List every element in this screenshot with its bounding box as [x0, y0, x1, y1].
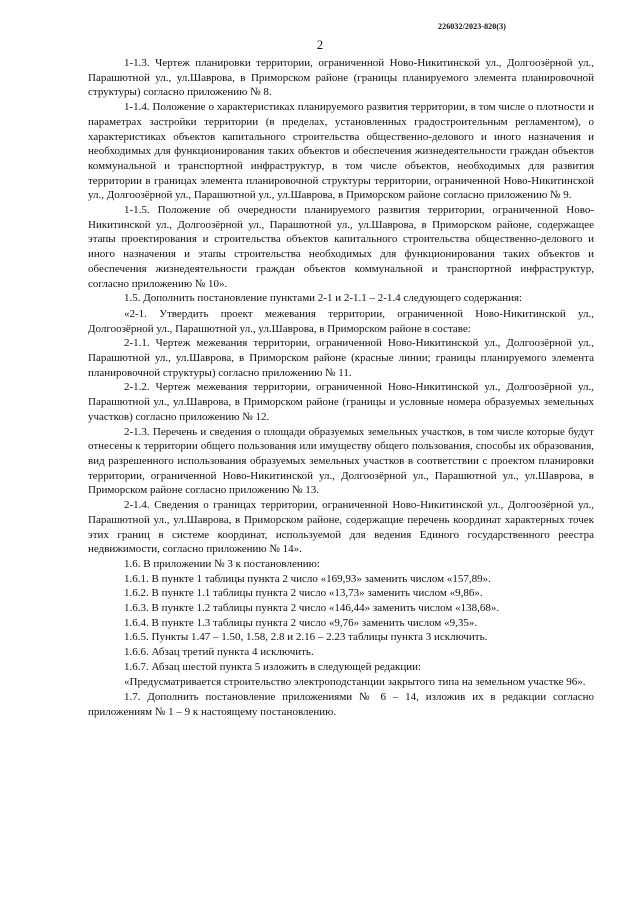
paragraph-1-6-3: 1.6.3. В пункте 1.2 таблицы пункта 2 число «146,44» заменить числом «138,68». [124, 602, 500, 615]
paragraph-1-1-4: 1-1.4. Положение о характеристиках планируемого развития территории, в том числе о плотности и параметрах застройки территории (в пределах, установленных градостроительным регламентом), о характеристиках объектов капитального строительства общественно-делового и иного назначения и необходимых для функционирования таких объектов и обеспечения жизнедеятельности граждан объектов коммунальной и транспортной инфраструктур, в том числе объектов, необходимых для развития территории в границах элемента планировочной структуры территории, ограниченной Ново-Никитинской ул., Долгоозёрной ул., Парашютной ул., ул.Шаврова, в Приморском районе согласно приложению № 9. [88, 101, 594, 202]
paragraph-1-6-1: 1.6.1. В пункте 1 таблицы пункта 2 число «169,93» заменить числом «157,89». [124, 572, 491, 585]
paragraph-1-6-2: 1.6.2. В пункте 1.1 таблицы пункта 2 число «13,73» заменить числом «9,86». [124, 587, 483, 600]
paragraph-1-1-5: 1-1.5. Положение об очередности планируемого развития территории, ограниченной Ново-Никитинской ул., Долгоозёрной ул., Парашютной ул., ул.Шаврова, в Приморском районе, содержащее этапы проектирования и строительства объектов капитального строительства общественно-делового и иного назначения и этапы строительства необходимых для функционирования таких объектов и обеспечения жизнедеятельности граждан объектов коммунальной и транспортной инфраструктур, согласно приложению № 10». [88, 204, 594, 290]
paragraph-2-1-2: 2-1.2. Чертеж межевания территории, ограниченной Ново-Никитинской ул., Долгоозёрной ул., Парашютной ул., ул.Шаврова, в Приморском районе (границы и условные номера образуемых земельных участков) согласно приложению № 12. [88, 381, 594, 423]
paragraph-2-1: «2-1. Утвердить проект межевания территории, ограниченной Ново-Никитинской ул., Долгоозёрной ул., Парашютной ул., ул.Шаврова, в Приморском районе в составе: [88, 307, 594, 335]
paragraph-1-1-3: 1-1.3. Чертеж планировки территории, ограниченной Ново-Никитинской ул., Долгоозёрной ул., Парашютной ул., ул.Шаврова, в Приморском районе (границы планируемого элемента планировочной структуры) согласно приложению № 8. [88, 57, 594, 99]
paragraph-1-6: 1.6. В приложении № 3 к постановлению: [124, 557, 320, 570]
registration-number: 226032/2023-820(3) [438, 22, 507, 31]
paragraph-2-1-4: 2-1.4. Сведения о границах территории, ограниченной Ново-Никитинской ул., Долгоозёрной ул., Парашютной ул., ул.Шаврова, в Приморском районе, содержащие перечень координат характерных точек этих границ в системе координат, используемой для ведения Единого государственного реестра недвижимости, согласно приложению № 14». [88, 499, 594, 556]
paragraph-1-6-7: 1.6.7. Абзац шестой пункта 5 изложить в следующей редакции: [124, 660, 422, 673]
page-number: 2 [316, 38, 324, 52]
paragraph-2-1-1: 2-1.1. Чертеж межевания территории, ограниченной Ново-Никитинской ул., Долгоозёрной ул., Парашютной ул., ул.Шаврова, в Приморском районе (красные линии; границы планируемого элемента планировочной структуры) согласно приложению № 11. [88, 337, 594, 379]
paragraph-1-5: 1.5. Дополнить постановление пунктами 2-1 и 2-1.1 – 2-1.4 следующего содержания: [124, 292, 523, 305]
paragraph-1-6-6: 1.6.6. Абзац третий пункта 4 исключить. [124, 646, 314, 659]
document-body [88, 56, 594, 720]
paragraph-1-6-5: 1.6.5. Пункты 1.47 – 1.50, 1.58, 2.8 и 2.16 – 2.23 таблицы пункта 3 исключить. [124, 631, 488, 644]
quoted-paragraph: «Предусматривается строительство электроподстанции закрытого типа на земельном участке 96». [124, 675, 586, 688]
paragraph-1-6-4: 1.6.4. В пункте 1.3 таблицы пункта 2 число «9,76» заменить числом «9,35». [124, 616, 478, 629]
paragraph-1-7: 1.7. Дополнить постановление приложениями № 6 – 14, изложив их в редакции согласно приложениям № 1 – 9 к настоящему постановлению. [88, 691, 594, 718]
paragraph-2-1-3: 2-1.3. Перечень и сведения о площади образуемых земельных участков, в том числе которые будут отнесены к территории общего пользования или имуществу общего пользования, способы их образования, вид разрешенного использования образуемых земельных участков в соответствии с проектом планировки территории, ограниченной Ново-Никитинской ул., Долгоозёрной ул., Парашютной ул., ул.Шаврова, в Приморском районе согласно приложению № 13. [88, 425, 594, 497]
